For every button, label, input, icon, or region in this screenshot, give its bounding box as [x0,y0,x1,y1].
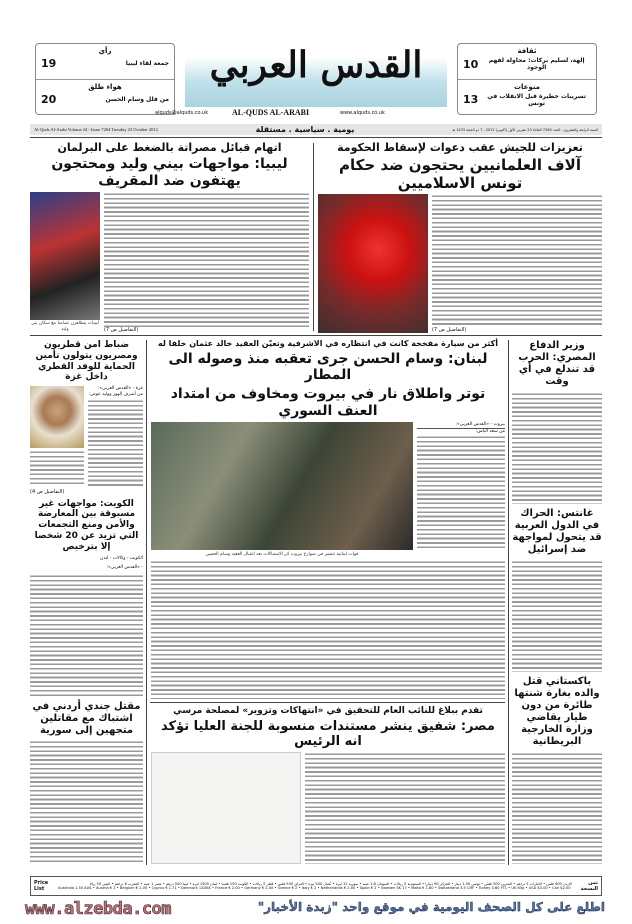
gantz-headline[interactable]: غانتس: الحراك في الدول العربية قد يتحول لمواجهة ضد إسرائيل [512,508,602,555]
libya-photo-caption: ليبيات يتظاهرن تضامنا مع سكان بني وليد [31,321,99,333]
masthead-title-en: AL-QUDS AL-ARABI [232,108,310,117]
teaser-box-left [35,43,175,115]
shafiq-story [151,706,505,864]
section-rule [150,702,505,703]
qatar-headline[interactable]: ضباط امن قطريون ومصريون يتولون تأمين الحماية للوفد القطري داخل غزة [35,340,138,383]
section-rule [30,335,602,336]
tunisia-protest-photo [318,194,428,333]
kuwait-body [30,574,143,698]
tunisia-kicker: تعزيزات للجيش عقب دعوات لإسقاط الحكومة [337,141,583,154]
teaser-misc[interactable] [458,79,596,115]
libya-body [104,192,309,327]
tunisia-body [432,194,602,326]
tagline: يومية . سياسية . مستقلة [255,125,355,134]
section-label: رأي [98,47,112,55]
shafiq-kicker: تقدم ببلاغ للنائب العام للتحقيق في «انتهاكات وتزوير» لمصلحة مرسي [173,706,483,716]
masthead-title: القدس العربي [209,44,423,86]
lebanon-soldiers-photo [151,422,413,550]
teaser-title: جمعة لقاء ليبيا [125,60,169,67]
price-list-label-ar: ثمن النسخة [580,879,598,892]
ad-banner-text[interactable]: اطلع على كل الصحف اليومية في موقع واحد "زبدة الأخبار" [257,900,605,914]
qatar-body [88,399,143,486]
masthead-rule [30,137,602,138]
lebanon-body-side [417,435,505,549]
pakistan-body [512,752,602,864]
jordan-body [30,740,143,864]
libya-continued[interactable]: (التفاصيل ص 7) [104,326,139,333]
qatar-body-2 [30,450,84,486]
column-divider [508,340,509,865]
lebanon-byline: بيروت - «القدس العربي»: [417,422,505,429]
kuwait-byline-2: - «القدس العربي»: [106,564,143,570]
page-number: 20 [41,92,57,106]
price-list-label-en: Price List [34,879,49,892]
shafiq-headline[interactable]: مصر: شفيق ينشر مستندات منسوبة للجنة العليا تؤكد انه الرئيس [161,718,495,750]
shafiq-body [305,752,505,864]
lebanon-kicker: أكثر من سيارة مفخخة كانت في انتظاره في الاشرفية وتعيّن العقيد خالد عثمان خلفا له [158,339,498,348]
qatar-byline: غزة - «القدس العربي»: [97,386,143,392]
lebanon-byline-author: من سعد الياس: [475,429,505,435]
teaser-open-air[interactable] [36,79,174,115]
teaser-title: تسريبات خطيرة قبل الانقلاب في تونس [487,92,587,107]
libya-story [30,141,309,333]
kuwait-byline: الكويت - وكالات - لندن [100,555,143,561]
qatar-emir-photo [30,386,84,448]
gantz-body [512,560,602,672]
qatar-continued[interactable]: (التفاصيل ص 4) [30,489,65,496]
libya-kicker: اتهام قبائل مصراتة بالضغط على البرلمان [57,141,282,154]
issue-info-en: Al-Quds Al-Arabi Volume 24 - Issue 7264 Tuesday 23 October 2012 [34,127,158,132]
issue-info-ar: السنة الرابعة والعشرون - العدد 7264 الثلاثاء 23 تشرين الأول (أكتوبر) 2012 - 7 ذو الحجة 1433 هـ [452,127,598,132]
kuwait-headline[interactable]: الكويت: مواجهات غير مسبوقة بين المعارضة والأمن ومنع التجمعات التي تزيد عن 20 شخصا إلا بترخيص [34,498,139,552]
tunisia-continued[interactable]: (التفاصيل ص 7) [432,326,467,333]
jordan-headline[interactable]: مقتل جندي أردني في اشتباك مع مقاتلين متجهين إلى سورية [32,701,141,737]
libya-headline[interactable]: ليبيا: مواجهات بيني وليد ومحتجون يهتفون ضد المقريف [51,156,288,189]
lebanon-body [151,560,505,699]
right-column [512,340,602,864]
qatar-byline-author: من أشرف الهور ووليد عوض: [88,392,143,398]
section-label: ثقافة [517,47,537,55]
teaser-title: إلهة، لسليم بركات: محاولة لفهم الوجود [488,57,585,71]
shafiq-document-image [151,752,301,864]
price-list [30,876,602,896]
price-list-arab: الاردن 400 فلس • الامارات 5 دراهم • البحرين 500 فلس • تونس 1.50 دينار • الجزائر 90 دينارا • السعودية 5 ريالات • السودان 1.8 جنيه • سورية 12 ليرة • عُمان 500 بيزة • العراق 500 فلس • قطر 5 ريالات • الكويت 150 فلسا • لبنان 1500 ليرة • ليبيا 500 درهم • مصر 1 جنيه • المغرب 6 دراهم • اليمن 50 ريالا [89,881,572,886]
masthead-website: www.alquds.co.uk [340,110,385,116]
section-label: منوعات [513,82,541,91]
libya-protest-photo [30,192,100,321]
page-number: 13 [463,93,479,106]
lebanon-story [151,339,505,699]
masthead-email: alquds@alquds.co.uk [155,110,209,116]
teaser-culture[interactable] [458,44,596,79]
column-divider [146,340,147,865]
left-column [30,340,143,864]
lebanon-headline-2[interactable]: توتر واطلاق نار في بيروت ومخاوف من امتداد العنف السوري [170,386,486,419]
tunisia-headline[interactable]: آلاف العلمانيين يحتجون ضد حكام تونس الاسلاميين [339,156,581,193]
egypt-defense-headline[interactable]: وزير الدفاع المصري: الحرب قد تندلع في أي وقت [518,340,596,387]
teaser-box-right [457,43,597,115]
teaser-opinion[interactable] [36,44,174,79]
teaser-title: من فلل وسام الحسن [105,95,169,103]
date-bar [30,124,602,135]
egypt-defense-body [512,392,602,504]
section-label: هواء طلق [88,82,122,91]
column-divider [313,143,314,331]
page-number: 10 [463,57,479,71]
ad-banner-url[interactable]: www.alzebda.com [25,899,172,919]
page-number: 19 [41,57,57,70]
lebanon-photo-caption: قوات لبنانية تنتشر في شوارع بيروت اثر الاشتباكات بعد اغتيال العقيد وسام الحسن [205,551,359,557]
pakistan-headline[interactable]: باكستاني قتل والده بغارة شنتها طائرة من دون طيار يقاضي وزارة الخارجية البريطانية [514,676,600,747]
price-list-intl: Australia 1.50 AU$ • Austria € 2 • Belgium € 2.00 • Cyprus € 1.71 • Denmark 12DKK • France € 2.00 • Germany € 2.00 • Greece € 2 • Italy € 2 • Netherlands € 2.00 • Spain € 2 • Sweden SK 17 • Malta € 1.80 • Switzerland 3.5 CHF • Turkey 3.60 YTL • UK 65p • USA $3.00 • Can $2.00 [58,886,571,890]
lebanon-headline-1[interactable]: لبنان: وسام الحسن جرى تعقبه منذ وصوله الى المطار [168,350,488,384]
tunisia-story [318,141,602,333]
